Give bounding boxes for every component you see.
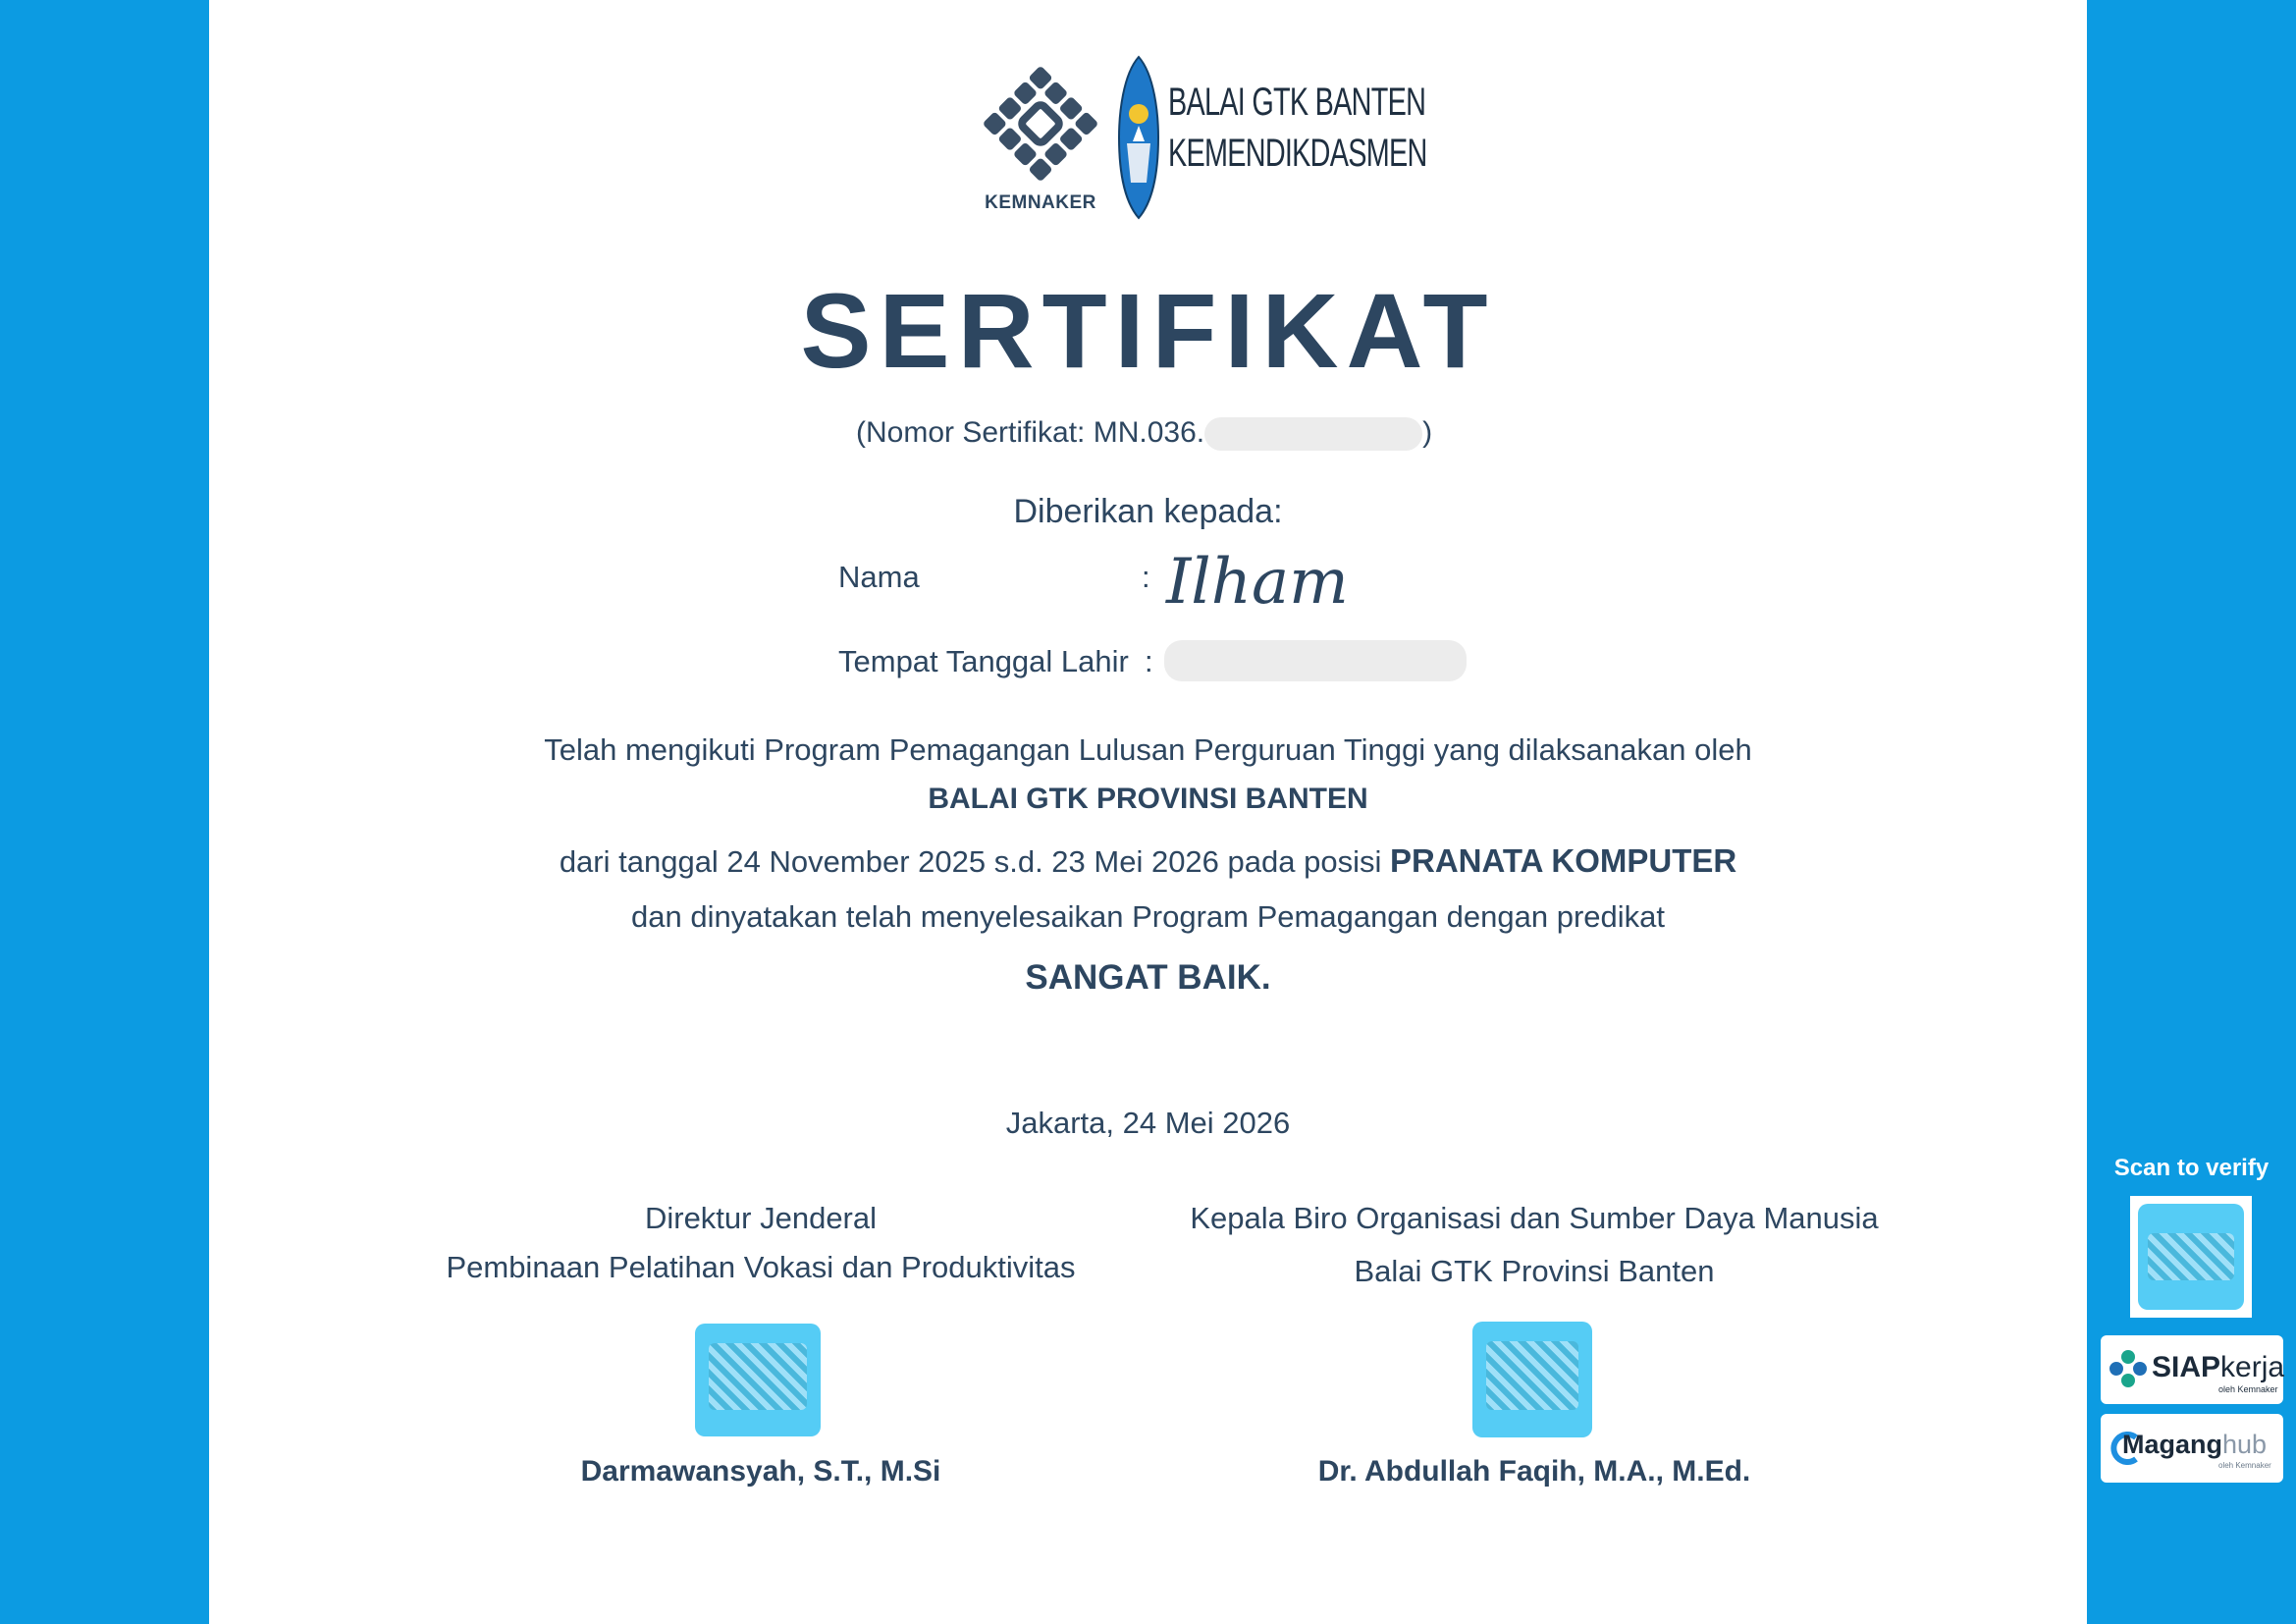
body-line-period — [0, 842, 2296, 880]
certificate-number-prefix: (Nomor Sertifikat: MN.036. — [856, 416, 1205, 449]
verification-qr-pattern — [2148, 1233, 2234, 1280]
name-colon: : — [1142, 560, 1150, 594]
verification-qr-code[interactable] — [2130, 1196, 2252, 1318]
place-and-date: Jakarta, 24 Mei 2026 — [1005, 1106, 1291, 1140]
birth-place-date-label: Tempat Tanggal Lahir — [838, 644, 1129, 678]
period-text: dari tanggal 24 November 2025 s.d. 23 Mei 2026 pada posisi — [559, 844, 1390, 879]
certificate-number-suffix: ) — [1422, 416, 1433, 449]
siapkerja-wordmark — [2152, 1351, 2284, 1384]
birth-colon: : — [1145, 644, 1153, 678]
kemnaker-logo-icon — [967, 57, 1114, 214]
maganghub-bold: Magang — [2122, 1430, 2223, 1459]
siapkerja-subtitle: oleh Kemnaker — [2218, 1384, 2278, 1394]
balai-logo-line-2: KEMENDIKDASMEN — [1168, 132, 1427, 175]
right-signatory-name: Dr. Abdullah Faqih, M.A., M.Ed. — [1317, 1455, 1751, 1488]
name-label: Nama — [838, 560, 920, 594]
left-signature-qr-redacted — [695, 1324, 821, 1436]
right-signatory-title-2: Balai GTK Provinsi Banten — [1354, 1254, 1715, 1288]
balai-logo-line-1: BALAI GTK BANTEN — [1168, 81, 1426, 124]
left-signatory-title-1: Direktur Jenderal — [644, 1201, 878, 1235]
tut-wuri-emblem-icon — [1117, 55, 1160, 220]
body-line-participation: Telah mengikuti Program Pemagangan Lulusan Perguruan Tinggi yang dilaksanakan oleh — [544, 732, 1752, 767]
body-line-completion: dan dinyatakan telah menyelesaikan Program Pemagangan dengan predikat — [631, 899, 1665, 934]
given-to-label: Diberikan kepada: — [1013, 493, 1283, 530]
kemnaker-label: KEMNAKER — [985, 192, 1096, 213]
institution-name: BALAI GTK PROVINSI BANTEN — [928, 783, 1368, 815]
siapkerja-light: kerja — [2220, 1351, 2285, 1383]
maganghub-badge[interactable] — [2101, 1414, 2283, 1483]
recipient-name: Ilham — [1166, 546, 1349, 619]
right-signature-qr-redacted — [1472, 1322, 1592, 1437]
position-name: PRANATA KOMPUTER — [1389, 842, 1737, 879]
left-signatory-title-2: Pembinaan Pelatihan Vokasi dan Produktivitas — [446, 1250, 1076, 1284]
siapkerja-bold: SIAP — [2152, 1351, 2221, 1383]
scan-to-verify-label: Scan to verify — [2113, 1155, 2269, 1181]
maganghub-light: hub — [2222, 1430, 2268, 1459]
certificate-title: SERTIFIKAT — [800, 271, 1496, 390]
right-signatory-title-1: Kepala Biro Organisasi dan Sumber Daya Manusia — [1190, 1201, 1879, 1235]
balai-gtk-logo-text — [1168, 77, 1427, 179]
redacted-birth-place-date — [1164, 640, 1467, 681]
predicate: SANGAT BAIK. — [1025, 958, 1271, 997]
left-signatory-name: Darmawansyah, S.T., M.Si — [580, 1455, 941, 1488]
verification-qr-redacted — [2138, 1204, 2244, 1310]
right-qr-pattern — [1486, 1341, 1578, 1410]
left-qr-pattern — [709, 1343, 807, 1410]
maganghub-wordmark — [2122, 1430, 2267, 1460]
maganghub-subtitle: oleh Kemnaker — [2218, 1461, 2271, 1470]
certificate-number — [856, 416, 1432, 451]
siapkerja-logo-icon — [2109, 1349, 2148, 1388]
redacted-certificate-number — [1204, 417, 1422, 451]
siapkerja-badge[interactable] — [2101, 1335, 2283, 1404]
